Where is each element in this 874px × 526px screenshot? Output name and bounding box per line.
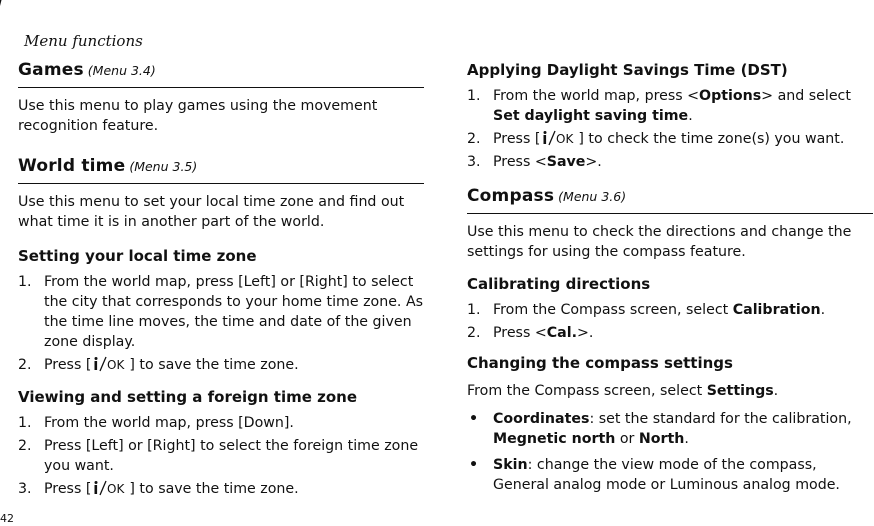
list-item: 1. From the Compass screen, select Calibration.: [467, 302, 826, 318]
list-item: 1. From the world map, press [Left] or [Right] to select the city that corresponds to your home time zone. As the time line moves, the time and date of the given zone display.: [18, 274, 424, 350]
subheading-dst: Applying Daylight Savings Time (DST): [467, 61, 788, 79]
compass-description: Use this menu to check the directions and change the settings for using the compass feature.: [467, 224, 852, 260]
left-column: [18, 60, 424, 502]
page-number: 42: [0, 512, 14, 525]
list-item: • Skin: change the view mode of the compass, General analog mode or Luminous analog mode.: [469, 457, 840, 493]
compass-settings-intro: From the Compass screen, select Settings.: [467, 383, 779, 399]
running-title: Menu functions: [24, 32, 143, 50]
list-item: 2. Press [ OK ] to check the time zone(s) you want.: [467, 131, 845, 147]
i-ok-key-icon: [91, 356, 129, 372]
list-item: • Coordinates: set the standard for the calibration, Megnetic north or North.: [469, 411, 852, 447]
subheading-calibrating: Calibrating directions: [467, 275, 651, 293]
section-heading-games: Games (Menu 3.4): [18, 60, 424, 88]
i-ok-key-icon: [91, 480, 129, 496]
section-heading-world-time: World time (Menu 3.5): [18, 156, 424, 184]
header-decoration: [0, 0, 14, 50]
list-item: 2. Press [Left] or [Right] to select the foreign time zone you want.: [18, 438, 419, 474]
menu-reference: (Menu 3.5): [129, 159, 198, 174]
world-time-description: Use this menu to set your local time zone and find out what time it is in another part of the world.: [18, 194, 405, 230]
menu-reference: (Menu 3.6): [558, 189, 627, 204]
subheading-compass-settings: Changing the compass settings: [467, 354, 733, 372]
local-time-steps: [18, 272, 424, 375]
foreign-time-steps: [18, 413, 424, 499]
subheading-foreign-time-zone: Viewing and setting a foreign time zone: [18, 388, 358, 406]
svg-text:OK: OK: [107, 482, 125, 496]
i-ok-key-icon: [540, 130, 578, 146]
header-slash: [0, 0, 2, 52]
list-item: 2. Press <Cal.>.: [467, 325, 594, 341]
compass-settings-options: [467, 409, 873, 495]
list-item: 3. Press <Save>.: [467, 154, 602, 170]
svg-text:OK: OK: [556, 132, 574, 146]
games-description: Use this menu to play games using the movement recognition feature.: [18, 98, 378, 134]
menu-reference: (Menu 3.4): [87, 63, 156, 78]
right-column: [467, 60, 873, 501]
list-item: 2. Press [ OK ] to save the time zone.: [18, 357, 299, 373]
section-heading-compass: Compass (Menu 3.6): [467, 186, 873, 214]
list-item: 3. Press [ OK ] to save the time zone.: [18, 481, 299, 497]
svg-text:OK: OK: [107, 358, 125, 372]
list-item: 1. From the world map, press <Options> and select Set daylight saving time.: [467, 88, 851, 124]
dst-steps: [467, 86, 873, 172]
subheading-local-time-zone: Setting your local time zone: [18, 247, 257, 265]
calibration-steps: [467, 300, 873, 343]
list-item: 1. From the world map, press [Down].: [18, 415, 294, 431]
